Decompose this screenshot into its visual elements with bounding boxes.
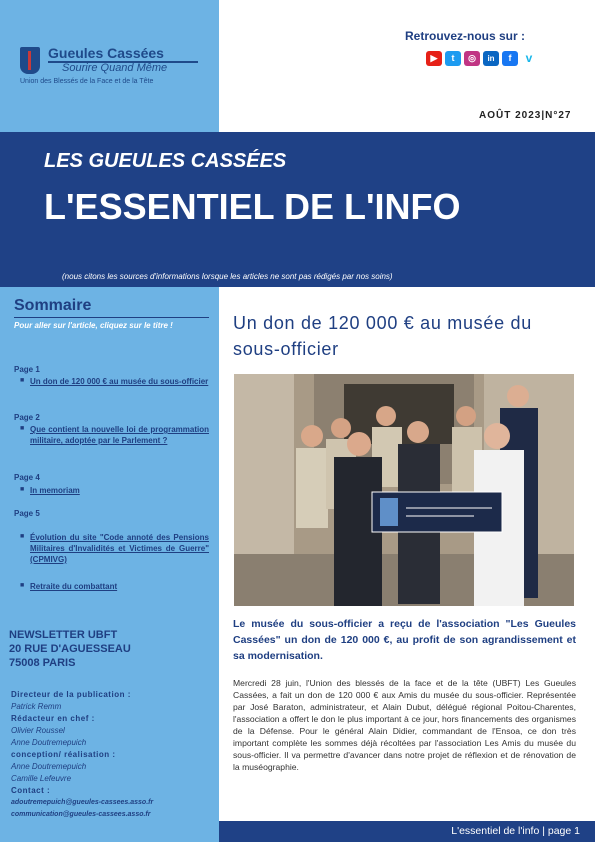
logo-motto: Sourire Quand Même [62,62,168,74]
newsletter-name: NEWSLETTER UBFT [9,629,118,641]
toc-page-label: Page 1 [14,365,40,374]
design-label: conception/ réalisation : [11,750,116,759]
director-name: Patrick Remm [11,702,62,711]
issue-number: AOÛT 2023|N°27 [479,110,572,121]
toc-link-loi-programmation[interactable]: Que contient la nouvelle loi de programmation militaire, adoptée par le Parlement ? [30,425,209,445]
bullet-icon: ■ [20,377,25,384]
newsletter-street: 20 RUE D'AGUESSEAU [9,643,131,655]
follow-us-label: Retrouvez-nous sur : [405,29,526,43]
article-photo [234,374,574,606]
logo-title: Gueules Cassées [48,45,164,61]
toc-page-label: Page 2 [14,413,40,422]
bullet-icon: ■ [20,582,25,589]
toc-link-in-memoriam[interactable]: In memoriam [30,486,80,495]
facebook-icon[interactable]: f [502,51,518,66]
toc-heading: Sommaire [14,297,92,314]
contact-label: Contact : [11,786,51,795]
designer-name: Camille Lefeuvre [11,774,72,783]
linkedin-icon[interactable]: in [483,51,499,66]
article-title: Un don de 120 000 € au musée du sous-officier [233,313,532,359]
logo-union-text: Union des Blessés de la Face et de la Tête [20,78,154,85]
toc-page-label: Page 4 [14,473,40,482]
editor-name: Anne Doutremepuich [11,738,87,747]
bullet-icon: ■ [20,533,25,540]
toc-link-musee[interactable]: Un don de 120 000 € au musée du sous-officier [30,377,209,386]
contact-email[interactable]: communication@gueules-cassees.asso.fr [11,811,151,818]
contact-email[interactable]: adoutremepuich@gueules-cassees.asso.fr [11,799,154,806]
gueules-cassees-logo-icon [20,47,40,74]
footer-page-label: L'essentiel de l'info | page 1 [451,825,580,837]
vimeo-icon[interactable]: v [521,51,537,66]
newsletter-address [9,628,214,670]
editor-label: Rédacteur en chef : [11,714,95,723]
editor-name: Olivier Roussel [11,726,65,735]
toc-link-retraite[interactable]: Retraite du combattant [30,582,118,591]
director-label: Directeur de la publication : [11,690,131,699]
social-links [426,51,537,66]
twitter-icon[interactable]: t [445,51,461,66]
newsletter-title: L'ESSENTIEL DE L'INFO [44,186,461,227]
toc-link-cpmivg[interactable]: Évolution du site "Code annoté des Pensions Militaires d'Invalidités et Victimes de Guerre"(CPMIVG) [30,533,209,564]
sources-note: (nous citons les sources d'informations lorsque les articles ne sont pas rédigés par nos soins) [62,272,393,281]
toc-divider [14,317,209,318]
credits [11,689,216,821]
toc-page-label: Page 5 [14,509,40,518]
article-lead: Le musée du sous-officier a reçu de l'association "Les Gueules Cassées" un don de 120 000 €, au profit de son agrandissement et sa modernisation. [233,618,576,662]
article-body: Mercredi 28 juin, l'Union des blessés de la face et de la tête (UBFT) Les Gueules Cassées, a fait un don de 120 000 € aux Amis du musée du sous-officier. Représentée par José Baraton, administrateur, et Alain Dubut, délégué régional Poitou-Charentes, l'association a offert le don le plus important à ce jour, hors financements des organismes de la Défense. Pour le général Alain Didier, commandant de l'Ensoa, ce don très important complète les sommes déjà récoltées par l'association Les Amis du musée du sous-officier. Il va permettre d'avancer dans notre projet de réflexion et de rénovation de la muséographie. [233,678,576,772]
bullet-icon: ■ [20,425,25,432]
designer-name: Anne Doutremepuich [11,762,87,771]
toc-hint: Pour aller sur l'article, cliquez sur le titre ! [14,321,173,330]
newsletter-city: 75008 PARIS [9,657,76,669]
youtube-icon[interactable]: ▶ [426,51,442,66]
instagram-icon[interactable]: ◎ [464,51,480,66]
banner-kicker: LES GUEULES CASSÉES [44,150,287,172]
bullet-icon: ■ [20,486,25,493]
